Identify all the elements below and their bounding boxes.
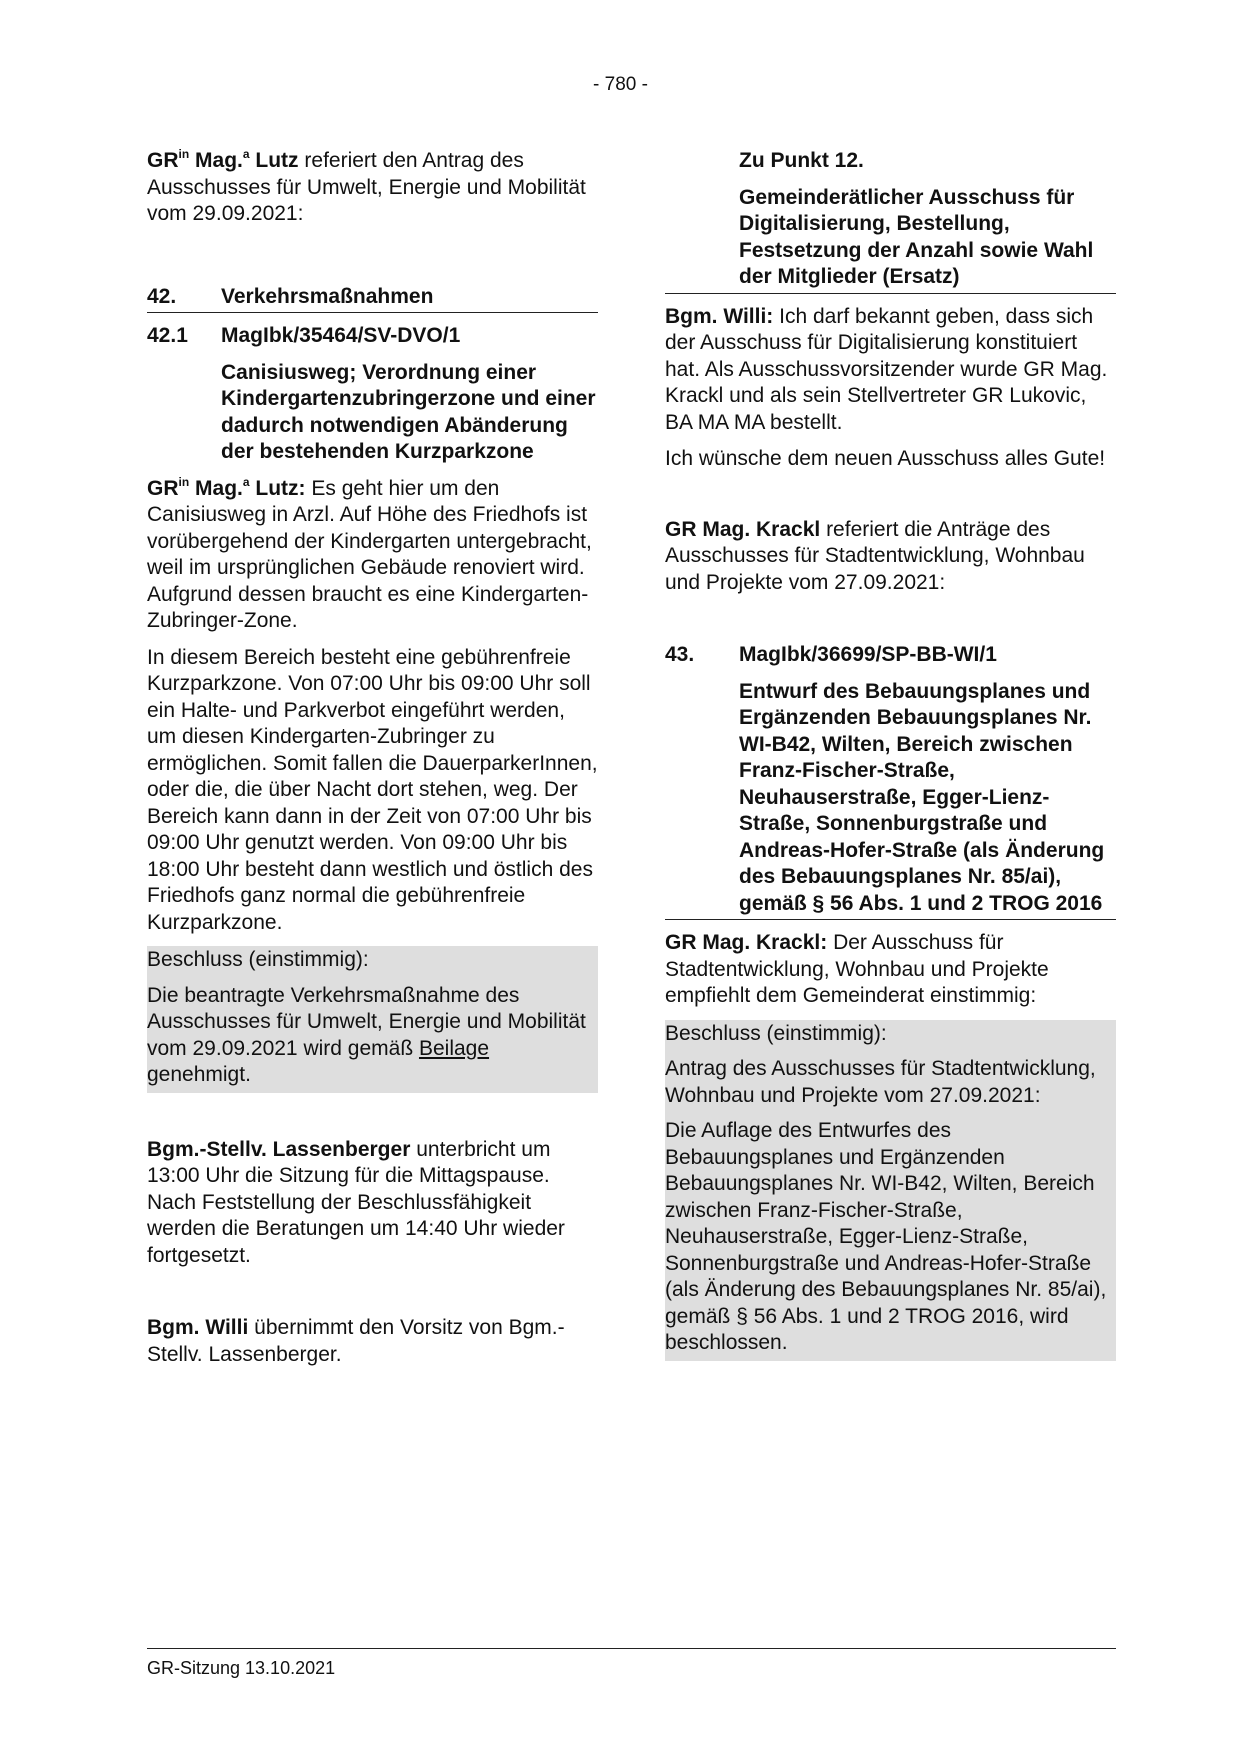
footer: GR-Sitzung 13.10.2021 — [147, 1648, 1116, 1682]
break-paragraph: Bgm.-Stellv. Lassenberger unterbricht um 13:00 Uhr die Sitzung für die Mittagspause. Nach Feststellung der Beschlussfähigkeit werden die Beratungen um 14:40 Uhr wieder fortgesetzt. — [147, 1137, 565, 1267]
intro-paragraph: $GR^{in}$ Mag.$^a$ Lutz referiert den Antrag des Ausschusses für Umwelt, Energie und Mobilität vom 29.09.2021: — [147, 147, 586, 225]
decision2-label: Beschluss (einstimmig): — [665, 1021, 887, 1045]
decision2-p2: Die Auflage des Entwurfes des Bebauungsplanes und Ergänzenden Bebauungsplanes Nr. WI-B42, Wilten, Bereich zwischen Franz-Fischer-Straße, Neuhauserstraße, Egger-Lienz-Straße, Sonnenburgstraße und Andreas-Hofer-Straße (als Änderung des Bebauungsplanes Nr. 85/ai), gemäß § 56 Abs. 1 und 2 TROG 2016, wird beschlossen. — [665, 1119, 1107, 1354]
point-12-subtitle: Gemeinderätlicher Ausschuss für Digitalisierung, Bestellung, Festsetzung der Anzahl sowie Wahl der Mitglieder (Ersatz) — [739, 185, 1094, 288]
item-42-1-ref: 42.1 MagIbk/35464/SV-DVO/1 — [147, 324, 461, 347]
announce-paragraph: Bgm. Willi: Ich darf bekannt geben, dass sich der Ausschuss für Digitalisierung konstituiert hat. Als Ausschussvorsitzender wurde GR Mag. Krackl und als sein Stellvertreter GR Lukovic, BA MA MA bestellt. — [665, 304, 1108, 434]
page-number: - 780 - — [593, 74, 648, 95]
section-42-heading: 42. Verkehrsmaßnahmen — [147, 284, 598, 314]
decision-label: Beschluss (einstimmig): — [147, 948, 369, 971]
point-12-rule — [665, 185, 1116, 294]
decision-text: Die beantragte Verkehrsmaßnahme des Ausschusses für Umwelt, Energie und Mobilität vom 29.09.2021 wird gemäß Beilage genehmigt. — [147, 983, 586, 1086]
right-column — [665, 148, 1116, 1371]
speech-krackl: GR Mag. Krackl: Der Ausschuss für Stadtentwicklung, Wohnbau und Projekte empfiehlt dem Gemeinderat einstimmig: — [665, 931, 1049, 1007]
item-43-ref: 43. MagIbk/36699/SP-BB-WI/1 — [665, 643, 997, 666]
announce-paragraph-2: Ich wünsche dem neuen Ausschuss alles Gute! — [665, 447, 1106, 470]
point-12-title: Zu Punkt 12. — [739, 149, 864, 172]
item-43-rule — [665, 679, 1116, 921]
left-column — [147, 148, 598, 1378]
chair-paragraph: Bgm. Willi übernimmt den Vorsitz von Bgm.-Stellv. Lassenberger. — [147, 1316, 565, 1366]
beilage-link[interactable]: Beilage — [418, 1036, 490, 1060]
intro2-paragraph: GR Mag. Krackl referiert die Anträge des Ausschusses für Stadtentwicklung, Wohnbau und Projekte vom 27.09.2021: — [665, 517, 1085, 594]
item-42-1-title: Canisiusweg; Verordnung einer Kindergartenzubringerzone und einer dadurch notwendigen Abänderung der bestehenden Kurzparkzone — [221, 360, 596, 463]
speech-lutz-2: In diesem Bereich besteht eine gebührenfreie Kurzparkzone. Von 07:00 Uhr bis 09:00 Uhr soll ein Halte- und Parkverbot eingeführt werden, um diesen Kindergarten-Zubringer zu ermöglichen. Somit fallen die DauerparkerInnen, oder die, die über Nacht dort stehen, weg. Der Bereich kann dann in der Zeit von 07:00 Uhr bis 09:00 Uhr genutzt werden. Von 09:00 Uhr bis 18:00 Uhr besteht dann westlich und östlich des Friedhofs ganz normal die gebührenfreie Kurzparkzone. — [147, 645, 598, 934]
decision-box — [147, 946, 598, 1093]
decision-box-2 — [665, 1020, 1116, 1361]
item-43-title: Entwurf des Bebauungsplanes und Ergänzenden Bebauungsplanes Nr. WI-B42, Wilten, Bereich zwischen Franz-Fischer-Straße, Neuhauserstraße, Egger-Lienz-Straße, Sonnenburgstraße und Andreas-Hofer-Straße (als Änderung des Bebauungsplanes Nr. 85/ai), gemäß § 56 Abs. 1 und 2 TROG 2016 — [739, 679, 1105, 915]
decision2-p1: Antrag des Ausschusses für Stadtentwicklung, Wohnbau und Projekte vom 27.09.2021: — [665, 1057, 1096, 1107]
speech-lutz: $GR^{in}$ Mag.$^a$ Lutz: Es geht hier um den Canisiusweg in Arzl. Auf Höhe des Friedhofs ist vorübergehend der Kindergarten untergebracht, weil im ursprünglichen Gebäude renoviert wird. Aufgrund dessen braucht es eine Kindergarten-Zubringer-Zone. — [147, 474, 592, 632]
